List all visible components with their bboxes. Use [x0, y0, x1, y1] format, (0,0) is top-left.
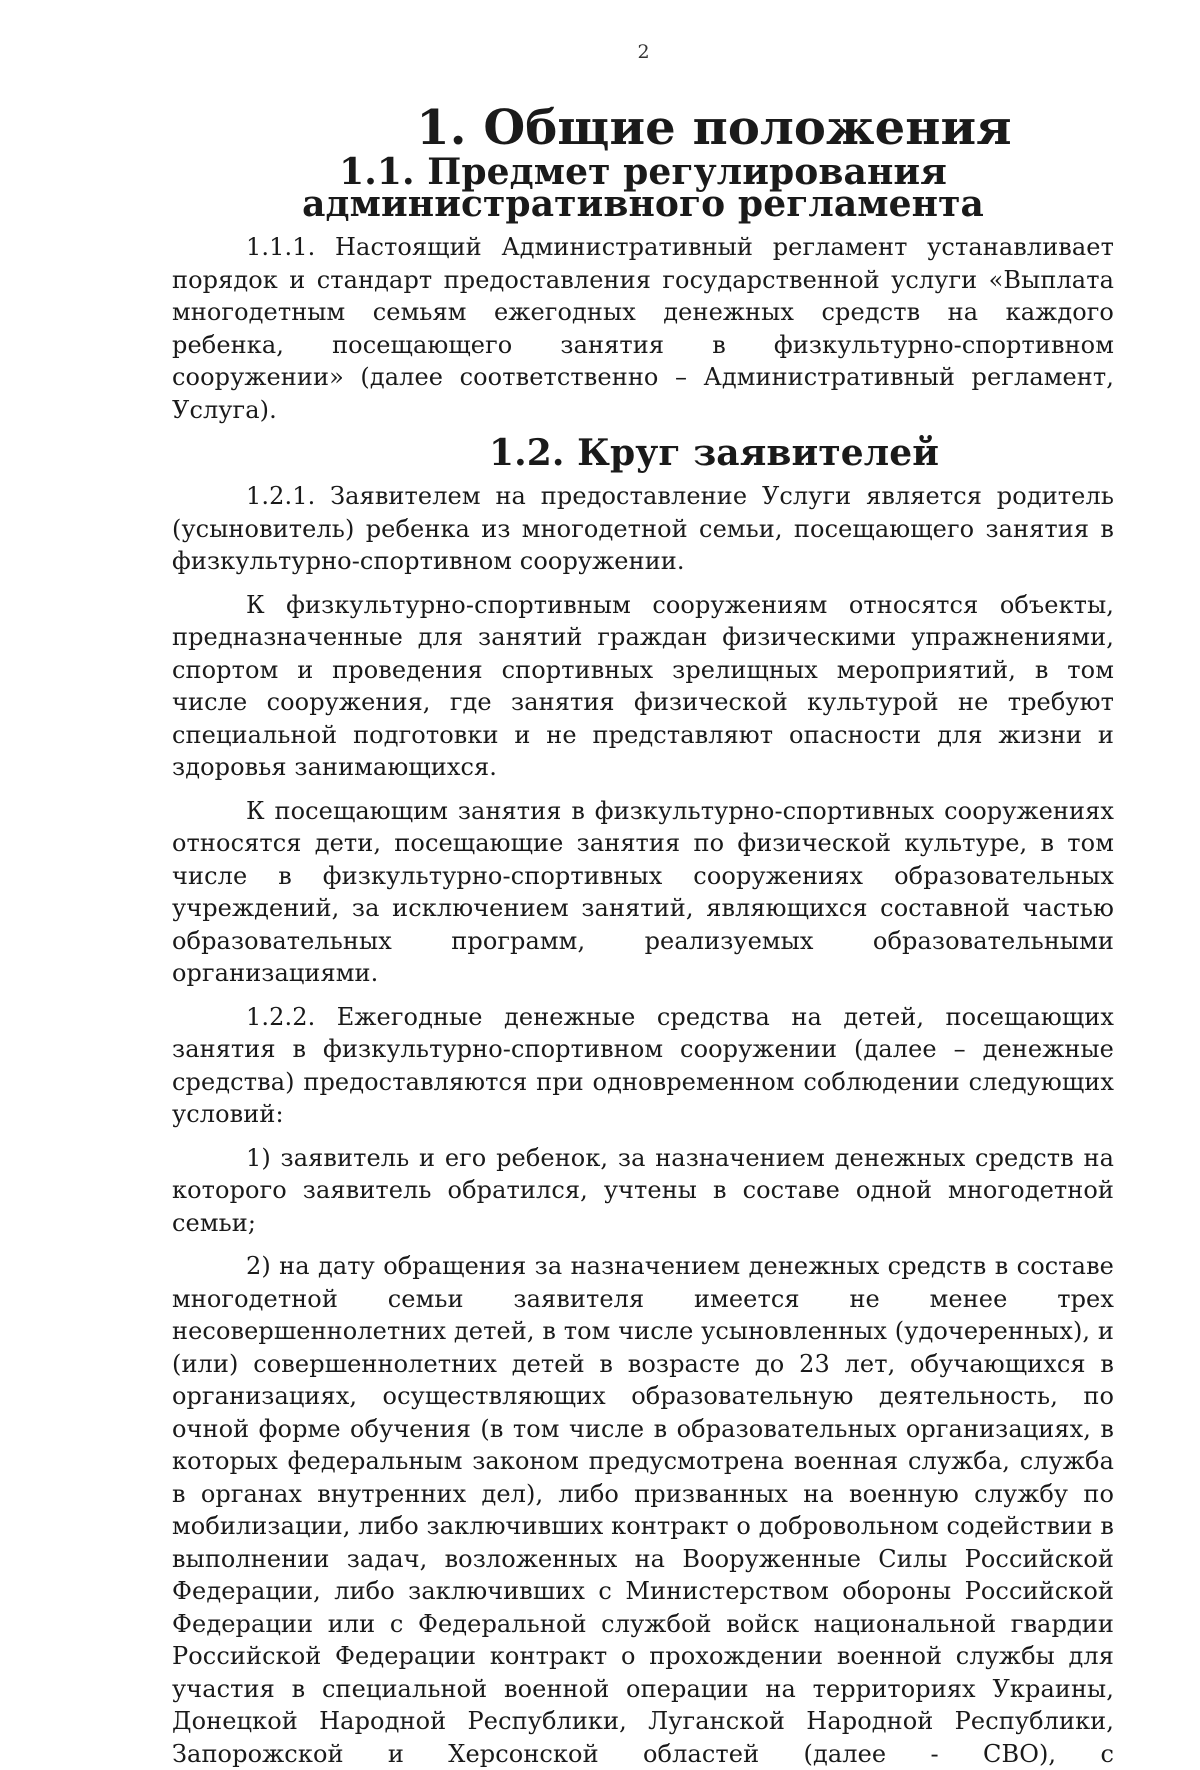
section-heading-general-provisions: 1. Общие положения — [416, 100, 1012, 156]
list-item-condition-2: 2) на дату обращения за назначением денежных средств в составе многодетной семьи заявителя имеется не менее трех несовершеннолетних детей, в том числе усыновленных (удочеренных), и (или) совершеннолетних детей в возрасте до 23 лет, обучающихся в организациях, осуществляющих образовательную деятельность, по очной форме обучения (в том числе в образовательных организациях, в которых федеральным законом предусмотрена военная служба, служба в органах внутренних дел), либо призванных на военную службу по мобилизации, либо заключивших контракт о добровольном содействии в выполнении задач, возложенных на Вооруженные Силы Российской Федерации, либо заключивших с Министерством обороны Российской Федерации или с Федеральной службой войск национальной гвардии Российской Федерации контракт о прохождении военной службы для участия в специальной военной операции на территориях Украины, Донецкой Народной Республики, Луганской Народной Республики, Запорожской и Херсонской областей (далее - СВО), с — [172, 1252, 1114, 1768]
paragraph-1-2-1: 1.2.1. Заявителем на предоставление Услуги является родитель (усыновитель) ребенка из многодетной семьи, посещающего занятия в физкультурно-спортивном сооружении. — [172, 482, 1114, 575]
page-number: 2 — [637, 41, 650, 63]
paragraph-attending-children-definition: К посещающим занятия в физкультурно-спортивных сооружениях относятся дети, посещающие занятия по физической культуре, в том числе в физкультурно-спортивных сооружениях образовательных учреждений, за исключением занятий, являющихся составной частью образовательных программ, реализуемых образовательными организациями. — [172, 796, 1114, 987]
paragraph-sports-facilities-definition: К физкультурно-спортивным сооружениям относятся объекты, предназначенные для занятий граждан физическими упражнениями, спортом и проведения спортивных зрелищных мероприятий, в том числе сооружения, где занятия физической культурой не требуют специальной подготовки и не представляют опасности для жизни и здоровья занимающихся. — [172, 590, 1114, 781]
paragraph-1-2-2: 1.2.2. Ежегодные денежные средства на детей, посещающих занятия в физкультурно-спортивном сооружении (далее – денежные средства) предоставляются при одновременном соблюдении следующих условий: — [172, 1002, 1114, 1128]
list-item-condition-1: 1) заявитель и его ребенок, за назначением денежных средств на которого заявитель обратился, учтены в составе одной многодетной семьи; — [172, 1143, 1114, 1237]
subsection-heading-regulation-subject: 1.1. Предмет регулирования административного регламента — [302, 151, 984, 225]
paragraph-1-1-1: 1.1.1. Настоящий Административный регламент устанавливает порядок и стандарт предоставления государственной услуги «Выплата многодетным семьям ежегодных денежных средств на каждого ребенка, посещающего занятия в физкультурно-спортивном сооружении» (далее соответственно – Административный регламент, Услуга). — [172, 233, 1114, 424]
subsection-heading-applicants: 1.2. Круг заявителей — [488, 432, 940, 474]
document-body — [172, 100, 1114, 1770]
